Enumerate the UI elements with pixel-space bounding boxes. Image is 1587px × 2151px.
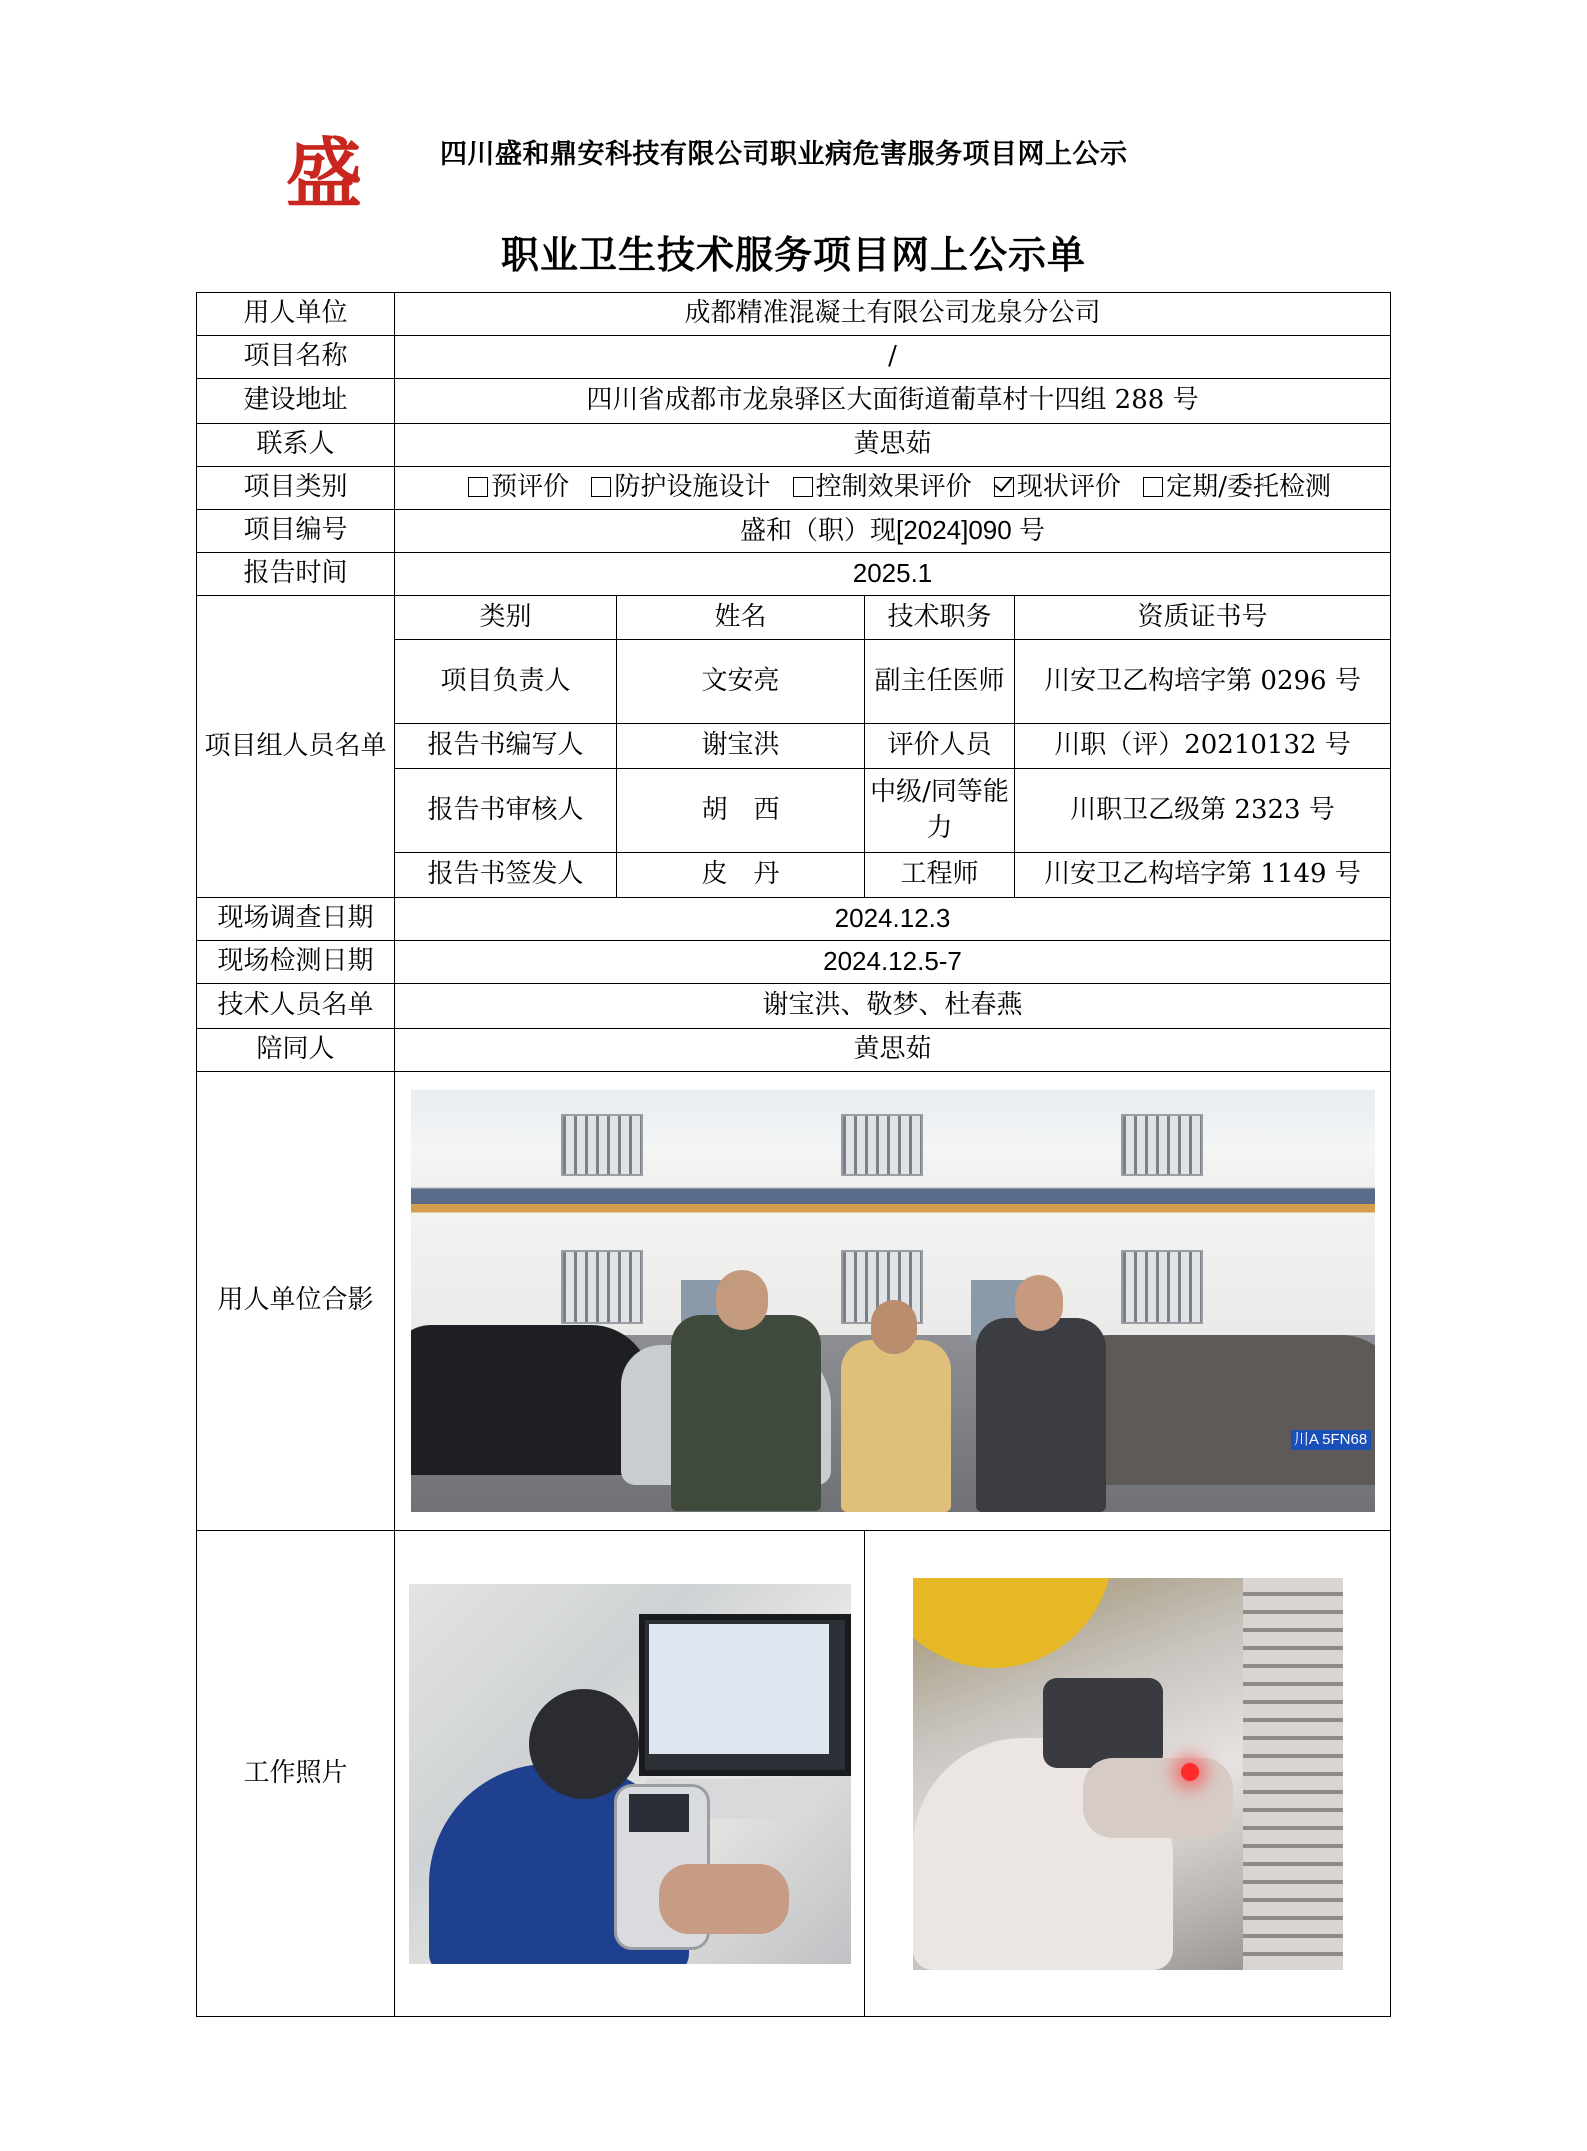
project-type-label: 项目类别 [197, 467, 395, 510]
team-header-name: 姓名 [617, 596, 865, 640]
survey-date-value: 2024.12.3 [395, 898, 1391, 941]
team-name: 文安亮 [617, 640, 865, 724]
team-cert: 川安卫乙构培字第 0296 号 [1015, 640, 1391, 724]
employer-label: 用人单位 [197, 293, 395, 336]
contact-value: 黄思茹 [395, 424, 1391, 467]
team-role: 项目负责人 [395, 640, 617, 724]
team-name: 皮 丹 [617, 853, 865, 898]
team-label: 项目组人员名单 [197, 596, 395, 898]
test-date-value: 2024.12.5-7 [395, 941, 1391, 984]
checkbox-icon [1143, 477, 1163, 497]
notice-table [196, 292, 1391, 2017]
team-role: 报告书签发人 [395, 853, 617, 898]
escort-value: 黄思茹 [395, 1029, 1391, 1072]
group-photo-label: 用人单位合影 [197, 1072, 395, 1531]
project-no-label: 项目编号 [197, 510, 395, 553]
team-role: 报告书审核人 [395, 769, 617, 853]
team-cert: 川职（评）20210132 号 [1015, 724, 1391, 769]
escort-label: 陪同人 [197, 1029, 395, 1072]
work-photo-office [409, 1584, 851, 1964]
team-cert: 川职卫乙级第 2323 号 [1015, 769, 1391, 853]
work-photo-cell-2 [865, 1531, 1391, 2017]
project-name-label: 项目名称 [197, 336, 395, 379]
team-title: 副主任医师 [865, 640, 1015, 724]
company-logo [284, 130, 364, 212]
group-photo-cell [395, 1072, 1391, 1531]
work-photo-cell-1 [395, 1531, 865, 2017]
team-title: 工程师 [865, 853, 1015, 898]
type-option-status-eval: 现状评价 [980, 472, 1121, 502]
checkbox-icon [793, 477, 813, 497]
license-plate: 川A 5FN68 [1291, 1430, 1371, 1450]
team-header-cert: 资质证书号 [1015, 596, 1391, 640]
team-cert: 川安卫乙构培字第 1149 号 [1015, 853, 1391, 898]
team-name: 胡 西 [617, 769, 865, 853]
survey-date-label: 现场调查日期 [197, 898, 395, 941]
logo-glyph: 盛 [286, 130, 362, 212]
checkbox-icon [591, 477, 611, 497]
team-title: 评价人员 [865, 724, 1015, 769]
type-option-periodic-test: 定期/委托检测 [1129, 472, 1331, 502]
address-value: 四川省成都市龙泉驿区大面街道葡草村十四组 288 号 [395, 379, 1391, 424]
project-no-value: 盛和（职）现[2024]090 号 [395, 510, 1391, 553]
work-photo-site [913, 1578, 1343, 1970]
employer-value: 成都精准混凝土有限公司龙泉分公司 [395, 293, 1391, 336]
checkbox-icon [468, 477, 488, 497]
type-option-pre-eval: 预评价 [454, 472, 569, 502]
type-option-control-eval: 控制效果评价 [779, 472, 972, 502]
team-header-role: 类别 [395, 596, 617, 640]
group-photo [411, 1090, 1375, 1512]
type-option-protection-design: 防护设施设计 [577, 472, 770, 502]
checked-checkbox-icon [994, 477, 1014, 497]
project-name-value: / [395, 336, 1391, 379]
company-header: 四川盛和鼎安科技有限公司职业病危害服务项目网上公示 [440, 139, 1128, 170]
test-date-label: 现场检测日期 [197, 941, 395, 984]
report-date-value: 2025.1 [395, 553, 1391, 596]
work-photos-label: 工作照片 [197, 1531, 395, 2017]
document-title: 职业卫生技术服务项目网上公示单 [500, 233, 1086, 277]
team-role: 报告书编写人 [395, 724, 617, 769]
team-title: 中级/同等能力 [865, 769, 1015, 853]
team-name: 谢宝洪 [617, 724, 865, 769]
team-header-title: 技术职务 [865, 596, 1015, 640]
technicians-value: 谢宝洪、敬梦、杜春燕 [395, 984, 1391, 1029]
contact-label: 联系人 [197, 424, 395, 467]
address-label: 建设地址 [197, 379, 395, 424]
project-type-options [395, 467, 1391, 510]
technicians-label: 技术人员名单 [197, 984, 395, 1029]
report-date-label: 报告时间 [197, 553, 395, 596]
